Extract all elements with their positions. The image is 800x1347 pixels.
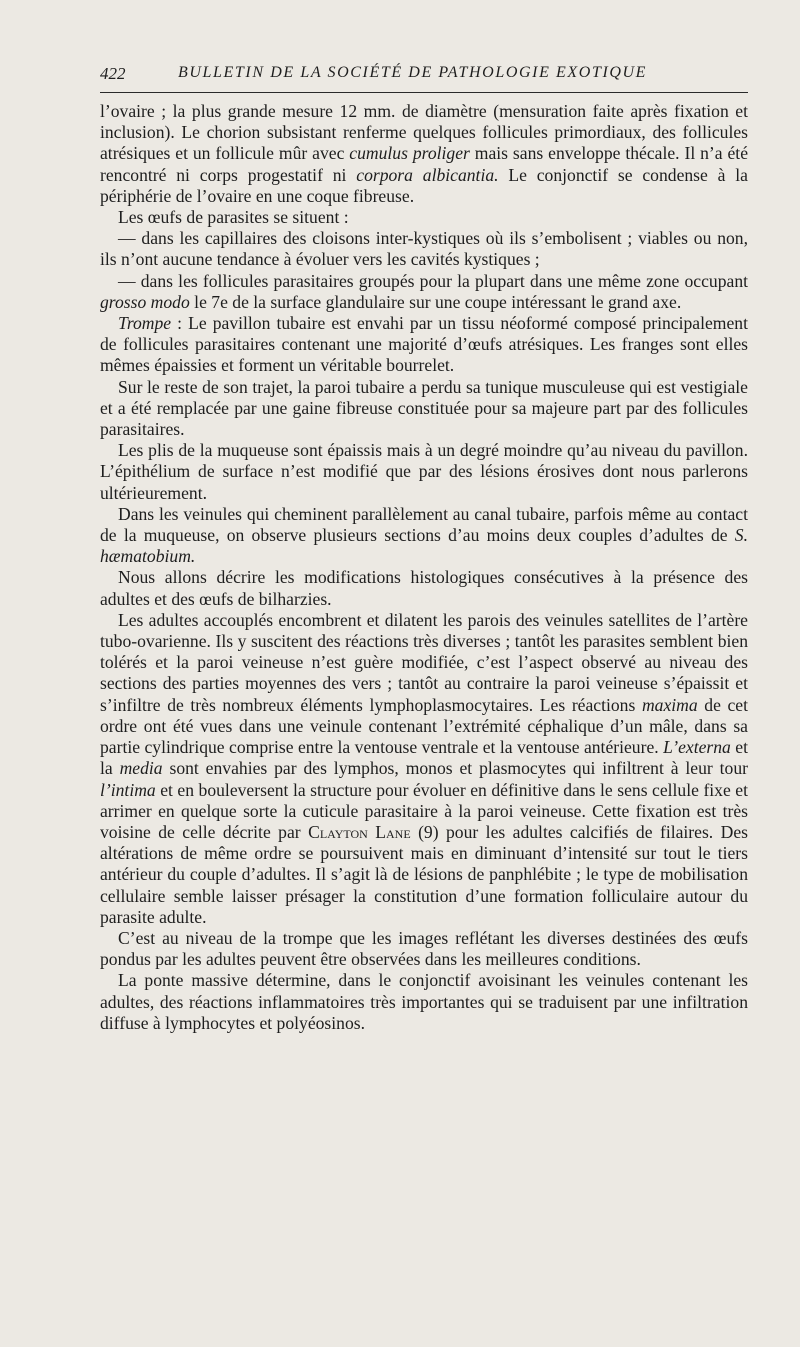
text-segment: de cet ordre ont été vues dans une veinule contenant l’extrémité céphalique d’un mâle, dans sa partie cylindrique comprise entre la ventouse ventrale et la ventouse antérieure. [100, 694, 748, 758]
text-segment: (9) pour les adultes calcifiés de filaires. Des altérations de même ordre se poursuivent mais en diminuant d’intensité sur tout le tiers antérieur du couple d’adultes. Il s’agit là de lésions de panphlébite ; le type de mobilisation cellulaire semble laisser présager la constitution d’une formation folliculaire autour du parasite adulte. [100, 821, 748, 927]
paragraph-8 [100, 504, 748, 568]
text-segment: Les œufs de parasites se situent : [118, 207, 349, 228]
paragraph-12 [100, 970, 748, 1034]
text-segment: grosso modo [100, 291, 190, 312]
text-segment: S. hæmatobium. [100, 525, 748, 567]
paragraph-11 [100, 928, 748, 970]
running-title: BULLETIN DE LA SOCIÉTÉ DE PATHOLOGIE EXOTIQUE [178, 64, 648, 81]
text-segment: Les plis de la muqueuse sont épaissis mais à un degré moindre qu’au niveau du pavillon. L’épithélium de surface n’est modifié que par des lésions érosives dont nous parlerons ultérieurement. [100, 440, 748, 503]
page-header [100, 64, 748, 88]
text-segment: Nous allons décrire les modifications histologiques consécutives à la présence des adultes et des œufs de bilharzies. [100, 567, 748, 609]
paragraph-3 [100, 228, 748, 270]
paragraph-2 [100, 207, 748, 228]
text-segment: cumulus proliger [349, 143, 470, 164]
header-rule [100, 92, 748, 93]
paragraph-4 [100, 271, 748, 313]
paragraph-10 [100, 610, 748, 928]
text-segment: Clayton Lane [308, 821, 411, 842]
text-segment: et en bouleversent la structure pour évoluer en définitive dans le sens cellule fixe et arrimer en quelque sorte la cuticule parasitaire à la paroi veineuse. Cette fixation est très voisine de celle décrite par [100, 779, 748, 842]
text-segment: l’ovaire ; la plus grande mesure 12 mm. de diamètre (mensuration faite après fixation et inclusion). Le chorion subsistant renferme quelques follicules primordiaux, des follicules atrésiques et un follicule mûr avec [100, 101, 748, 164]
text-segment: Le conjonctif se condense à la périphérie de l’ovaire en une coque fibreuse. [100, 164, 748, 206]
text-segment: — dans les follicules parasitaires groupés pour la plupart dans une même zone occupant [118, 270, 748, 291]
text-segment: L’externa [663, 737, 731, 758]
text-segment: maxima [641, 694, 698, 715]
text-segment: media [119, 758, 163, 779]
article-body [100, 101, 748, 1034]
text-segment: Sur le reste de son trajet, la paroi tubaire a perdu sa tunique musculeuse qui est vestigiale et a été remplacée par une gaine fibreuse constituée pour sa majeure part par des follicules parasitaires. [100, 376, 748, 440]
text-segment: et la [100, 737, 748, 779]
paragraph-6 [100, 377, 748, 441]
text-segment: mais sans enveloppe thécale. Il n’a été rencontré ni corps progestatif ni [100, 143, 749, 185]
text-segment: corpora albicantia. [356, 164, 499, 185]
paragraph-5 [100, 313, 748, 377]
text-segment: Trompe [118, 313, 172, 334]
paragraph-9 [100, 567, 748, 609]
text-segment: La ponte massive détermine, dans le conjonctif avoisinant les veinules contenant les adultes, des réactions inflammatoires très importantes qui se traduisent par une infiltration diffuse à lymphocytes et polyéosinos. [100, 970, 748, 1033]
text-segment: sont envahies par des lymphos, monos et plasmocytes qui infiltrent à leur tour [162, 758, 748, 779]
paragraph-1 [100, 101, 748, 207]
page-number: 422 [100, 64, 126, 83]
text-segment: — dans les capillaires des cloisons inter-kystiques où ils s’embolisent ; viables ou non, ils n’ont aucune tendance à évoluer vers les cavités kystiques ; [100, 228, 748, 270]
text-segment: : Le pavillon tubaire est envahi par un tissu néoformé composé principalement de follicules parasitaires contenant une majorité d’œufs atrésiques. Les franges sont elles mêmes épaissies et forment un véritable bourrelet. [100, 313, 748, 376]
paragraph-7 [100, 440, 748, 504]
text-segment: le 7e de la surface glandulaire sur une coupe intéressant le grand axe. [189, 291, 682, 312]
text-segment: l’intima [100, 779, 156, 800]
text-segment: Les adultes accouplés encombrent et dilatent les parois des veinules satellites de l’artère tubo-ovarienne. Ils y suscitent des réactions très diverses ; tantôt les parasites semblent bien tolérés et la paroi veineuse n’est guère modifiée, c’est l’aspect observé au niveau des sections des parties moyennes des vers ; tantôt au contraire la paroi veineuse s’épaissit et s’infiltre de très nombreux éléments lymphoplasmocytaires. Les réactions [100, 609, 748, 715]
text-segment: Dans les veinules qui cheminent parallèlement au canal tubaire, parfois même au contact de la muqueuse, on observe plusieurs sections d’au moins deux couples d’adultes de [100, 503, 748, 546]
text-segment: C’est au niveau de la trompe que les images reflétant les diverses destinées des œufs pondus par les adultes peuvent être observées dans les meilleures conditions. [100, 927, 748, 970]
